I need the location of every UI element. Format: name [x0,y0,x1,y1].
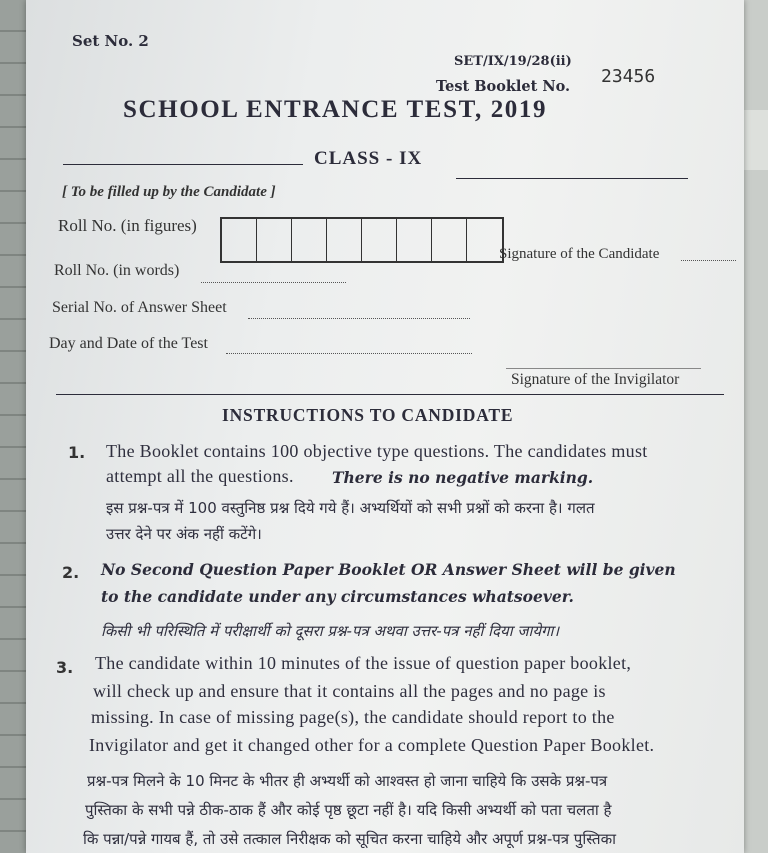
instruction-number: 1. [68,443,86,462]
title-rule-left [63,164,303,165]
candidate-signature-line[interactable] [681,260,736,261]
instruction-text-line: attempt all the questions. [106,466,294,486]
instruction-text-line: missing. In case of missing page(s), the candidate should report to the [91,707,615,727]
roll-digit-box[interactable] [397,219,432,261]
date-label: Day and Date of the Test [49,335,208,352]
instruction-text-line: No Second Question Paper Booklet OR Answer Sheet will be given [101,560,676,579]
roll-words-line[interactable] [201,282,346,283]
title-rule-right [456,178,688,179]
instruction-hindi-line: उत्तर देने पर अंक नहीं कटेंगे। [106,525,262,543]
roll-digit-box[interactable] [362,219,397,261]
test-booklet-page [26,0,744,853]
instruction-text-line: The candidate within 10 minutes of the issue of question paper booklet, [95,653,632,673]
candidate-signature-label: Signature of the Candidate [499,246,660,262]
instruction-number: 2. [62,563,80,582]
serial-line[interactable] [248,318,470,319]
roll-digit-box[interactable] [257,219,292,261]
roll-number-boxes[interactable] [220,217,504,263]
booklet-label: Test Booklet No. [436,78,571,95]
serial-label: Serial No. of Answer Sheet [52,299,227,316]
instructions-heading: INSTRUCTIONS TO CANDIDATE [222,405,514,425]
roll-digit-box[interactable] [222,219,257,261]
fill-note: [ To be filled up by the Candidate ] [62,184,276,200]
roll-digit-box[interactable] [467,219,502,261]
invigilator-signature-label: Signature of the Invigilator [511,371,680,388]
instruction-hindi-line: कि पन्ना/पन्ने गायब हैं, तो उसे तत्काल निरीक्षक को सूचित करना चाहिये और अपूर्ण प्रश्न-पत्र पुस्तिका [83,830,616,848]
instruction-text-line: will check up and ensure that it contains all the pages and no page is [93,681,606,701]
date-line[interactable] [226,353,472,354]
instruction-emphasis: There is no negative marking. [332,468,594,487]
form-divider [56,394,724,395]
instruction-text-line: Invigilator and get it changed other for a complete Question Paper Booklet. [89,735,655,755]
class-label: CLASS - IX [314,148,423,169]
roll-digit-box[interactable] [432,219,467,261]
roll-figures-label: Roll No. (in figures) [58,216,197,235]
booklet-number: 23456 [601,66,656,87]
instruction-hindi-line: प्रश्न-पत्र मिलने के 10 मिनट के भीतर ही अभ्यर्थी को आश्वस्त हो जाना चाहिये कि उसके प्रश्न-पत्र [87,772,608,790]
instruction-hindi-line: किसी भी परिस्थिति में परीक्षार्थी को दूसरा प्रश्न-पत्र अथवा उत्तर-पत्र नहीं दिया जायेगा। [101,622,560,640]
set-number: Set No. 2 [72,32,149,50]
instruction-hindi-line: पुस्तिका के सभी पन्ने ठीक-ठाक हैं और कोई पृष्ठ छूटा नहीं है। यदि किसी अभ्यर्थी को पता चलता है [85,801,612,819]
roll-digit-box[interactable] [327,219,362,261]
paper-code: SET/IX/19/28(ii) [454,54,572,69]
instruction-text-line: The Booklet contains 100 objective type questions. The candidates must [106,441,648,461]
instruction-text-line: to the candidate under any circumstances whatsoever. [101,587,574,606]
exam-title: SCHOOL ENTRANCE TEST, 2019 [123,96,548,123]
instruction-hindi-line: इस प्रश्न-पत्र में 100 वस्तुनिष्ठ प्रश्न दिये गये हैं। अभ्यर्थियों को सभी प्रश्नों को करना है। गलत [106,499,595,517]
invigilator-signature-line[interactable] [506,368,701,369]
roll-words-label: Roll No. (in words) [54,262,180,279]
instruction-number: 3. [56,658,74,677]
roll-digit-box[interactable] [292,219,327,261]
